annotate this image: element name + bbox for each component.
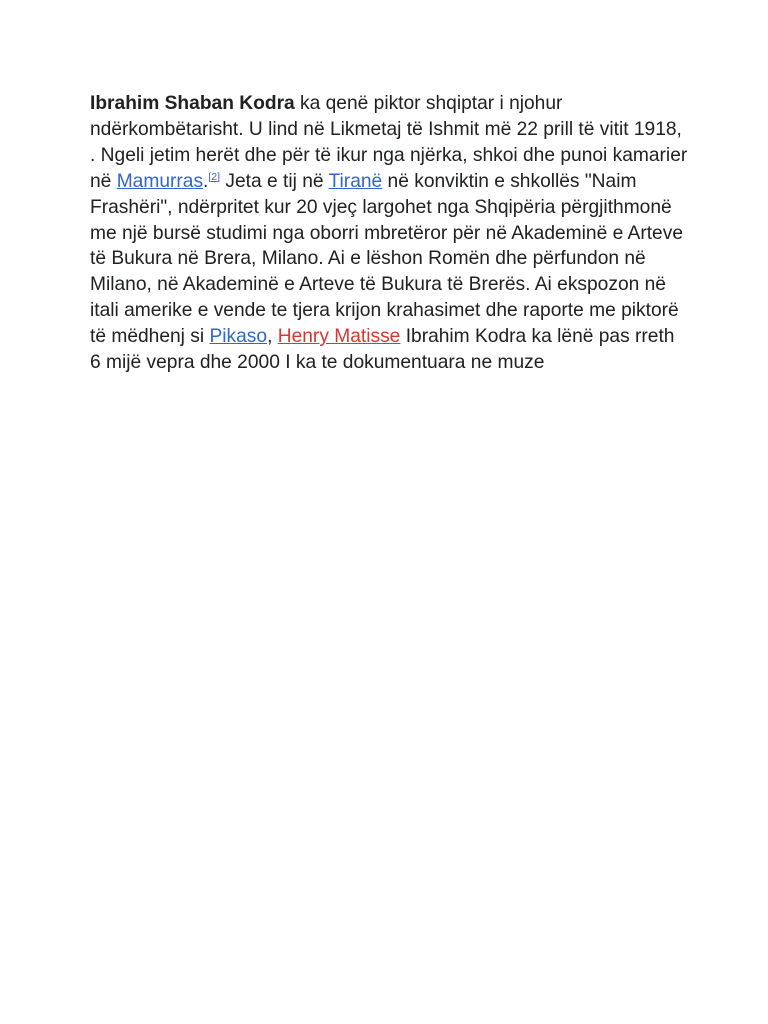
reference-link-2[interactable]: [2]: [208, 170, 221, 183]
article-body: [90, 91, 690, 376]
subject-name: Ibrahim Shaban Kodra: [90, 93, 295, 114]
paragraph-text: .: [203, 170, 209, 192]
paragraph-text: Jeta e tij në: [220, 170, 329, 192]
paragraph-text: Ibrahim Kodra ka lënë pas rreth 6 mijë vepra dhe 2000 I ka te dokumentuara ne muze: [90, 326, 675, 374]
link-pikaso[interactable]: Pikaso: [209, 326, 268, 348]
paragraph-text: në konviktin e shkollës "Naim Frashëri", ndërpritet kur 20 vjeç largohet nga Shqipëria përgjithmonë me një bursë studimi nga oborri mbretëror për në Akademinë e Arteve të Bukura në Brera, Milano. Ai e lëshon Romën dhe përfundon në Milano, në Akademinë e Arteve të Bukura të Brerës. Ai ekspozon në itali amerike e vende te tjera krijon krahasimet dhe raporte me piktorë të mëdhenj si: [90, 170, 683, 348]
paragraph-text: ka qenë piktor shqiptar i njohur ndërkombëtarisht. U lind në Likmetaj të Ishmit më 22 prill të vitit 1918, . Ngeli jetim herët dhe për të ikur nga njërka, shkoi dhe punoi kamarier në: [90, 93, 688, 192]
reference-2: [208, 171, 220, 183]
link-henry-matisse[interactable]: Henry Matisse: [277, 326, 401, 348]
link-mamurras[interactable]: Mamurras: [116, 170, 204, 192]
link-tirane[interactable]: Tiranë: [328, 170, 383, 192]
paragraph-text: ,: [267, 326, 278, 348]
article-paragraph: [90, 91, 690, 376]
